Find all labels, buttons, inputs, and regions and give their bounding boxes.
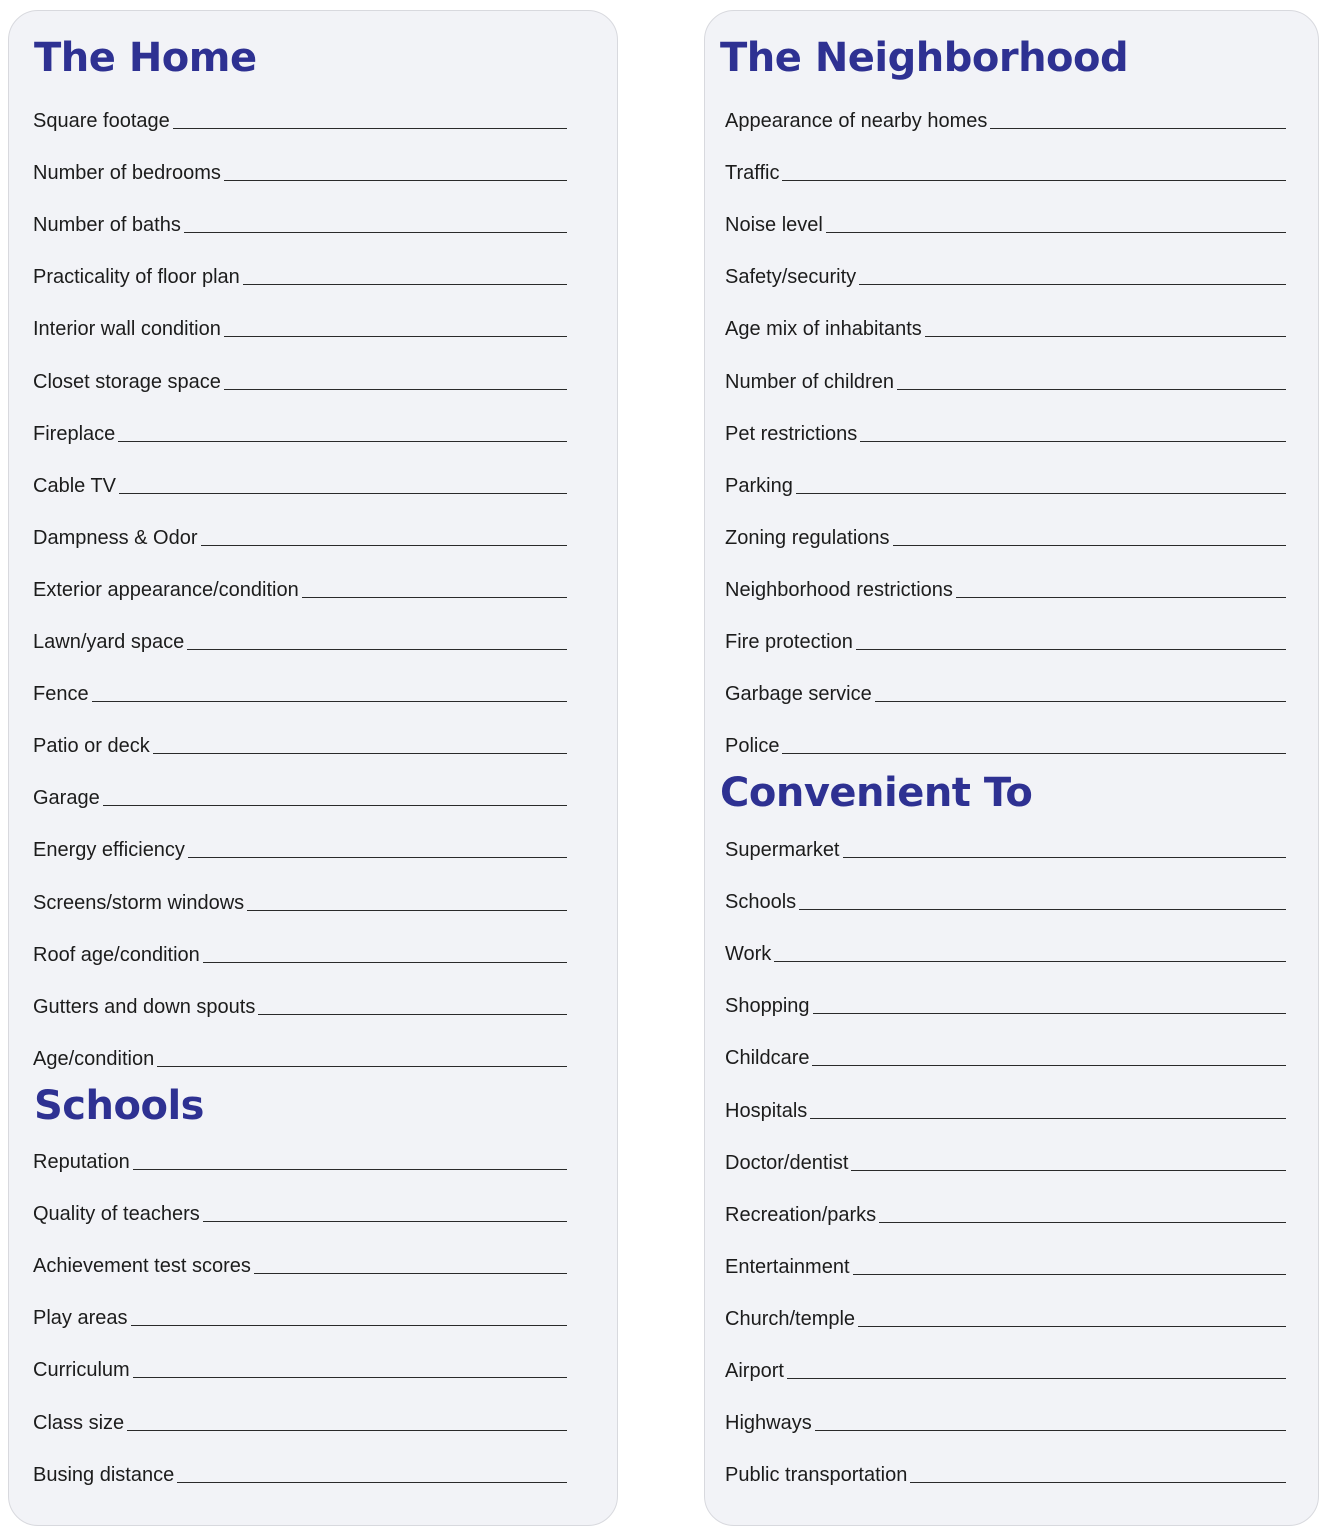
neighborhood-row-neighborhood-restrictions — [725, 571, 1286, 601]
home-row-exterior-appearance-condition — [33, 571, 567, 601]
convenient-label-childcare: Childcare — [725, 1047, 810, 1070]
home-fill-line-closet-storage-space[interactable] — [224, 389, 567, 390]
convenient-row-church-temple — [725, 1300, 1286, 1330]
neighborhood-label-fire-protection: Fire protection — [725, 631, 853, 653]
neighborhood-label-noise-level: Noise level — [725, 214, 823, 237]
home-fill-line-square-footage[interactable] — [173, 128, 567, 129]
home-row-cable-tv — [33, 467, 567, 497]
home-label-garage: Garage — [33, 787, 100, 810]
convenient-label-supermarket: Supermarket — [725, 839, 840, 861]
home-fill-line-cable-tv[interactable] — [119, 493, 567, 494]
neighborhood-label-appearance-of-nearby-homes: Appearance of nearby homes — [725, 110, 988, 132]
neighborhood-fill-line-pet-restrictions[interactable] — [860, 441, 1286, 442]
home-fill-line-number-of-bedrooms[interactable] — [224, 180, 567, 181]
neighborhood-convenient-card — [704, 10, 1319, 1526]
convenient-label-hospitals: Hospitals — [725, 1099, 808, 1122]
neighborhood-fill-line-age-mix-of-inhabitants[interactable] — [925, 336, 1286, 337]
convenient-row-highways — [725, 1404, 1286, 1434]
home-label-gutters-and-down-spouts: Gutters and down spouts — [33, 995, 256, 1018]
schools-row-busing-distance — [33, 1456, 567, 1486]
neighborhood-row-noise-level — [725, 206, 1286, 236]
convenient-label-church-temple: Church/temple — [725, 1307, 856, 1330]
home-label-fence: Fence — [33, 683, 89, 706]
home-fill-line-exterior-appearance-condition[interactable] — [302, 597, 567, 598]
home-label-lawn-yard-space: Lawn/yard space — [33, 631, 185, 653]
home-row-dampness-and-odor — [33, 519, 567, 549]
convenient-row-schools — [725, 883, 1286, 913]
home-label-dampness-and-odor: Dampness & Odor — [33, 526, 198, 549]
schools-fill-line-play-areas[interactable] — [131, 1325, 568, 1326]
convenient-fill-line-shopping[interactable] — [813, 1013, 1286, 1014]
home-label-energy-efficiency: Energy efficiency — [33, 839, 185, 862]
schools-row-reputation — [33, 1143, 567, 1173]
home-row-number-of-baths — [33, 206, 567, 236]
home-label-patio-or-deck: Patio or deck — [33, 735, 150, 758]
home-label-roof-age-condition: Roof age/condition — [33, 943, 200, 966]
convenient-row-airport — [725, 1352, 1286, 1382]
neighborhood-fill-line-safety-security[interactable] — [859, 284, 1286, 285]
home-label-screens-storm-windows: Screens/storm windows — [33, 891, 245, 914]
neighborhood-label-zoning-regulations: Zoning regulations — [725, 526, 890, 549]
schools-heading: Schools — [34, 1083, 204, 1129]
convenient-fill-line-public-transportation[interactable] — [910, 1482, 1286, 1483]
home-row-number-of-bedrooms — [33, 154, 567, 184]
home-fill-line-lawn-yard-space[interactable] — [187, 649, 567, 650]
convenient-fill-line-airport[interactable] — [787, 1378, 1286, 1379]
convenient-fill-line-church-temple[interactable] — [858, 1326, 1286, 1327]
home-fill-line-screens-storm-windows[interactable] — [247, 910, 567, 911]
neighborhood-fill-line-noise-level[interactable] — [826, 232, 1286, 233]
home-label-number-of-baths: Number of baths — [33, 214, 181, 237]
convenient-label-doctor-dentist: Doctor/dentist — [725, 1151, 849, 1174]
convenient-fill-line-recreation-parks[interactable] — [879, 1222, 1286, 1223]
home-label-square-footage: Square footage — [33, 110, 170, 132]
schools-label-curriculum: Curriculum — [33, 1359, 130, 1382]
home-fill-line-practicality-of-floor-plan[interactable] — [243, 284, 567, 285]
convenient-row-childcare — [725, 1039, 1286, 1069]
schools-fill-line-curriculum[interactable] — [133, 1377, 567, 1378]
schools-label-busing-distance: Busing distance — [33, 1463, 175, 1486]
neighborhood-fill-line-appearance-of-nearby-homes[interactable] — [990, 128, 1286, 129]
neighborhood-label-neighborhood-restrictions: Neighborhood restrictions — [725, 578, 953, 601]
convenient-fill-line-schools[interactable] — [799, 909, 1286, 910]
neighborhood-label-parking: Parking — [725, 474, 793, 497]
neighborhood-row-appearance-of-nearby-homes — [725, 102, 1286, 132]
schools-row-quality-of-teachers — [33, 1195, 567, 1225]
convenient-row-doctor-dentist — [725, 1144, 1286, 1174]
neighborhood-label-age-mix-of-inhabitants: Age mix of inhabitants — [725, 318, 922, 341]
home-row-practicality-of-floor-plan — [33, 258, 567, 288]
schools-label-class-size: Class size — [33, 1411, 125, 1434]
home-fill-line-garage[interactable] — [103, 805, 567, 806]
neighborhood-label-pet-restrictions: Pet restrictions — [725, 422, 858, 445]
convenient-row-entertainment — [725, 1248, 1286, 1278]
home-fill-line-gutters-and-down-spouts[interactable] — [258, 1014, 567, 1015]
home-fill-line-fireplace[interactable] — [118, 441, 567, 442]
home-heading: The Home — [34, 35, 257, 81]
home-row-fireplace — [33, 415, 567, 445]
schools-label-reputation: Reputation — [33, 1151, 130, 1173]
convenient-fill-line-doctor-dentist[interactable] — [851, 1170, 1286, 1171]
convenient-row-recreation-parks — [725, 1196, 1286, 1226]
schools-label-play-areas: Play areas — [33, 1307, 128, 1330]
neighborhood-fill-line-police[interactable] — [782, 753, 1286, 754]
neighborhood-row-police — [725, 727, 1286, 757]
home-label-fireplace: Fireplace — [33, 422, 116, 445]
convenient-label-public-transportation: Public transportation — [725, 1464, 908, 1487]
neighborhood-row-age-mix-of-inhabitants — [725, 310, 1286, 340]
neighborhood-fill-line-number-of-children[interactable] — [897, 389, 1286, 390]
convenient-label-schools: Schools — [725, 891, 797, 914]
home-fill-line-patio-or-deck[interactable] — [153, 753, 567, 754]
neighborhood-row-number-of-children — [725, 363, 1286, 393]
schools-fill-line-busing-distance[interactable] — [177, 1482, 567, 1483]
convenient-row-shopping — [725, 987, 1286, 1017]
neighborhood-fill-line-fire-protection[interactable] — [856, 649, 1286, 650]
home-label-number-of-bedrooms: Number of bedrooms — [33, 162, 221, 185]
neighborhood-row-pet-restrictions — [725, 415, 1286, 445]
schools-label-achievement-test-scores: Achievement test scores — [33, 1255, 251, 1278]
home-row-closet-storage-space — [33, 363, 567, 393]
home-row-screens-storm-windows — [33, 884, 567, 914]
neighborhood-label-garbage-service: Garbage service — [725, 683, 872, 706]
neighborhood-row-parking — [725, 467, 1286, 497]
convenient-label-highways: Highways — [725, 1412, 812, 1435]
home-row-energy-efficiency — [33, 831, 567, 861]
home-row-garage — [33, 779, 567, 809]
home-fill-line-age-condition[interactable] — [157, 1066, 567, 1067]
schools-row-curriculum — [33, 1351, 567, 1381]
convenient-fill-line-work[interactable] — [774, 961, 1286, 962]
neighborhood-row-fire-protection — [725, 623, 1286, 653]
convenient-fill-line-highways[interactable] — [815, 1430, 1286, 1431]
neighborhood-label-safety-security: Safety/security — [725, 266, 857, 289]
schools-row-achievement-test-scores — [33, 1247, 567, 1277]
neighborhood-fill-line-parking[interactable] — [796, 493, 1286, 494]
home-label-practicality-of-floor-plan: Practicality of floor plan — [33, 266, 240, 289]
convenient-label-recreation-parks: Recreation/parks — [725, 1203, 877, 1226]
schools-row-class-size — [33, 1404, 567, 1434]
schools-fill-line-quality-of-teachers[interactable] — [203, 1221, 567, 1222]
convenient-fill-line-entertainment[interactable] — [853, 1274, 1286, 1275]
convenient-fill-line-childcare[interactable] — [812, 1065, 1286, 1066]
home-fill-line-fence[interactable] — [92, 701, 567, 702]
neighborhood-label-traffic: Traffic — [725, 162, 780, 185]
schools-fill-line-achievement-test-scores[interactable] — [254, 1273, 567, 1274]
schools-fill-line-class-size[interactable] — [127, 1430, 567, 1431]
home-row-roof-age-condition — [33, 936, 567, 966]
home-fill-line-roof-age-condition[interactable] — [203, 962, 567, 963]
convenient-row-hospitals — [725, 1092, 1286, 1122]
neighborhood-fill-line-garbage-service[interactable] — [875, 701, 1286, 702]
home-row-patio-or-deck — [33, 727, 567, 757]
convenient-heading: Convenient To — [720, 770, 1033, 816]
home-fill-line-interior-wall-condition[interactable] — [224, 336, 567, 337]
home-fill-line-energy-efficiency[interactable] — [188, 857, 567, 858]
home-row-lawn-yard-space — [33, 623, 567, 653]
convenient-fill-line-hospitals[interactable] — [810, 1118, 1286, 1119]
convenient-fill-line-supermarket[interactable] — [843, 857, 1287, 858]
home-label-closet-storage-space: Closet storage space — [33, 370, 221, 393]
home-row-gutters-and-down-spouts — [33, 988, 567, 1018]
home-label-interior-wall-condition: Interior wall condition — [33, 318, 221, 341]
neighborhood-fill-line-traffic[interactable] — [782, 180, 1286, 181]
home-label-cable-tv: Cable TV — [33, 474, 117, 497]
home-fill-line-number-of-baths[interactable] — [184, 232, 567, 233]
convenient-row-supermarket — [725, 831, 1286, 861]
schools-fill-line-reputation[interactable] — [133, 1169, 567, 1170]
neighborhood-row-safety-security — [725, 258, 1286, 288]
neighborhood-fill-line-zoning-regulations[interactable] — [893, 545, 1286, 546]
schools-row-play-areas — [33, 1299, 567, 1329]
home-row-interior-wall-condition — [33, 310, 567, 340]
neighborhood-label-police: Police — [725, 735, 780, 758]
convenient-label-entertainment: Entertainment — [725, 1255, 850, 1278]
home-label-age-condition: Age/condition — [33, 1047, 155, 1070]
convenient-row-work — [725, 935, 1286, 965]
home-row-square-footage — [33, 102, 567, 132]
neighborhood-heading: The Neighborhood — [720, 35, 1129, 81]
home-label-exterior-appearance-condition: Exterior appearance/condition — [33, 578, 299, 601]
home-fill-line-dampness-and-odor[interactable] — [201, 545, 567, 546]
neighborhood-row-zoning-regulations — [725, 519, 1286, 549]
neighborhood-label-number-of-children: Number of children — [725, 370, 894, 393]
convenient-row-public-transportation — [725, 1456, 1286, 1486]
convenient-label-airport: Airport — [725, 1360, 784, 1382]
schools-label-quality-of-teachers: Quality of teachers — [33, 1203, 200, 1226]
home-row-fence — [33, 675, 567, 705]
convenient-label-work: Work — [725, 943, 772, 966]
home-row-age-condition — [33, 1040, 567, 1070]
convenient-label-shopping: Shopping — [725, 995, 810, 1018]
neighborhood-row-garbage-service — [725, 675, 1286, 705]
neighborhood-row-traffic — [725, 154, 1286, 184]
neighborhood-fill-line-neighborhood-restrictions[interactable] — [956, 597, 1286, 598]
